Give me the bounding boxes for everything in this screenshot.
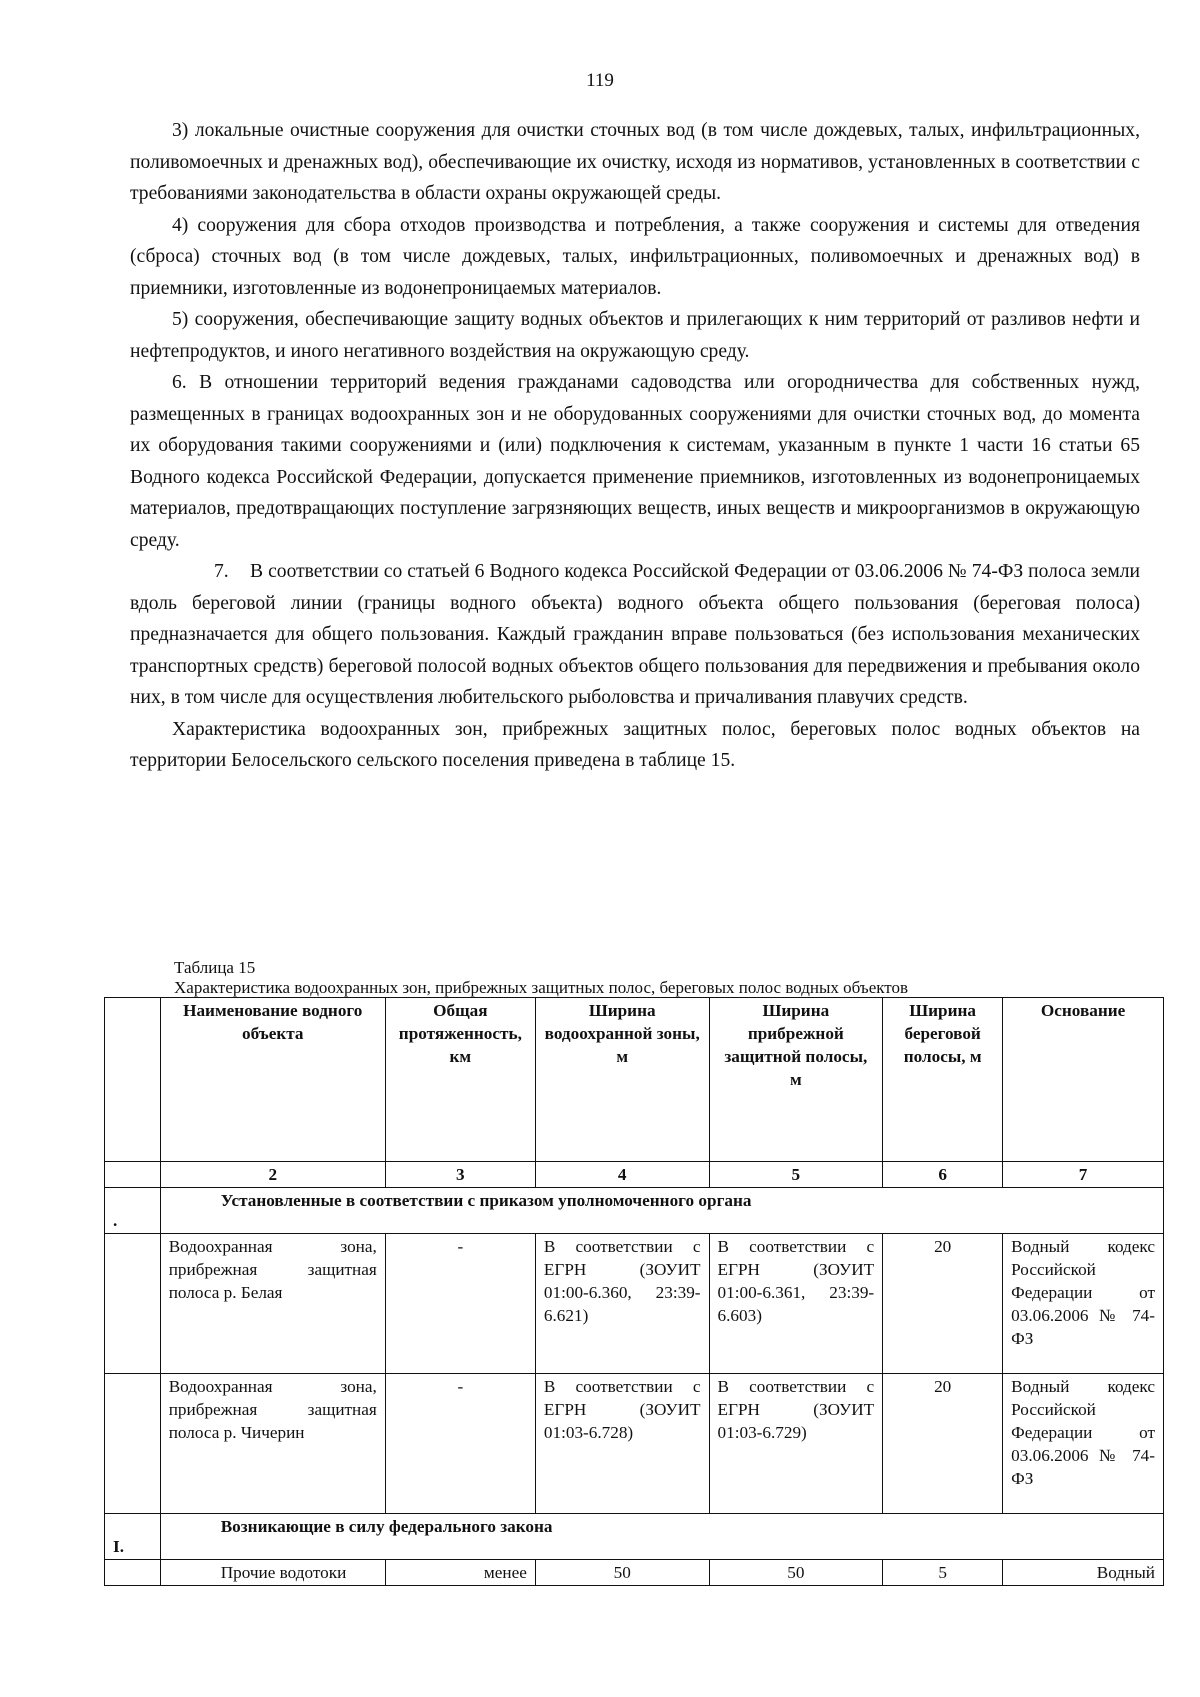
cell-shore: 5 (883, 1560, 1003, 1586)
cell-coastal: В соответствии с ЕГРН (ЗОУИТ 01:03-6.729) (709, 1374, 883, 1514)
column-number: 7 (1003, 1162, 1164, 1188)
cell-basis: Водный (1003, 1560, 1164, 1586)
table-row (105, 1374, 1164, 1514)
header-cell-length: Общая протяженность, км (385, 998, 535, 1162)
paragraph: 5) сооружения, обеспечивающие защиту водных объектов и прилегающих к ним территорий от разливов нефти и нефтепродуктов, и иного негативного воздействия на окружающую среду. (130, 309, 1140, 362)
cell-name: Водоохранная зона, прибрежная защитная полоса р. Чичерин (160, 1374, 385, 1514)
section-mark: I. (105, 1514, 161, 1560)
column-number: 5 (709, 1162, 883, 1188)
column-number: 2 (160, 1162, 385, 1188)
cell-shore: 20 (883, 1374, 1003, 1514)
cell-wpz: В соответствии с ЕГРН (ЗОУИТ 01:00-6.360, 23:39-6.621) (535, 1234, 709, 1374)
cell-basis: Водный кодекс Российской Федерации от 03.06.2006 № 74-ФЗ (1003, 1374, 1164, 1514)
header-cell-coastal: Ширина прибрежной защитной полосы, м (709, 998, 883, 1162)
cell-length: - (385, 1234, 535, 1374)
table-caption: Характеристика водоохранных зон, прибрежных защитных полос, береговых полос водных объектов (174, 978, 909, 997)
paragraph-number: 7. (214, 561, 229, 582)
cell-wpz: В соответствии с ЕГРН (ЗОУИТ 01:03-6.728) (535, 1374, 709, 1514)
row-index (105, 1234, 161, 1374)
section-row (105, 1514, 1164, 1560)
paragraph: 3) локальные очистные сооружения для очистки сточных вод (в том числе дождевых, талых, инфильтрационных, поливомоечных и дренажных вод), обеспечивающие их очистку, исходя из нормативов, установленных в соответствии с требованиями законодательства в области охраны окружающей среды. (130, 120, 1140, 204)
cell-length: менее (385, 1560, 535, 1586)
section-title: Установленные в соответствии с приказом уполномоченного органа (160, 1188, 1163, 1234)
paragraph-text: В соответствии со статьей 6 Водного кодекса Российской Федерации от 03.06.2006 № 74-ФЗ полоса земли вдоль береговой линии (границы водного объекта) водного объекта общего пользования (береговая полоса) предназначается для общего пользования. Каждый гражданин вправе пользоваться (без использования механических транспортных средств) береговой полосой водных объектов общего пользования для передвижения и пребывания около них, в том числе для осуществления любительского рыболовства и причаливания плавучих средств. (130, 561, 1140, 708)
section-row (105, 1188, 1164, 1234)
page-number: 119 (586, 70, 614, 91)
row-index (105, 1560, 161, 1586)
cell-coastal: 50 (709, 1560, 883, 1586)
cell-coastal: В соответствии с ЕГРН (ЗОУИТ 01:00-6.361, 23:39-6.603) (709, 1234, 883, 1374)
paragraph: Характеристика водоохранных зон, прибрежных защитных полос, береговых полос водных объектов на территории Белосельского сельского поселения приведена в таблице 15. (130, 718, 1140, 771)
body-text (130, 115, 1140, 777)
paragraph (130, 556, 1140, 714)
column-number: 6 (883, 1162, 1003, 1188)
section-mark: . (105, 1188, 161, 1234)
header-cell-shore: Ширина береговой полосы, м (883, 998, 1003, 1162)
header-cell-name: Наименование водного объекта (160, 998, 385, 1162)
water-zones-table (104, 997, 1164, 1586)
column-number: 3 (385, 1162, 535, 1188)
section-title: Возникающие в силу федерального закона (160, 1514, 1163, 1560)
header-cell-basis: Основание (1003, 998, 1164, 1162)
header-cell-wpz: Ширина водоохранной зоны, м (535, 998, 709, 1162)
column-number: 4 (535, 1162, 709, 1188)
column-number-row (105, 1162, 1164, 1188)
table-row (105, 1234, 1164, 1374)
cell-length: - (385, 1374, 535, 1514)
cell-shore: 20 (883, 1234, 1003, 1374)
table-row (105, 1560, 1164, 1586)
column-number (105, 1162, 161, 1188)
cell-name: Прочие водотоки (160, 1560, 385, 1586)
paragraph: 6. В отношении территорий ведения гражданами садоводства или огородничества для собственных нужд, размещенных в границах водоохранных зон и не оборудованных сооружениями для очистки сточных вод, до момента их оборудования такими сооружениями и (или) подключения к системам, указанным в пункте 1 части 16 статьи 65 Водного кодекса Российской Федерации, допускается применение приемников, изготовленных из водонепроницаемых материалов, предотвращающих поступление загрязняющих веществ, иных веществ и микроорганизмов в окружающую среду. (130, 372, 1140, 551)
table-label: Таблица 15 (174, 958, 256, 977)
row-index (105, 1374, 161, 1514)
table-header-row (105, 998, 1164, 1162)
header-cell-index (105, 998, 161, 1162)
paragraph: 4) сооружения для сбора отходов производства и потребления, а также сооружения и системы для отведения (сброса) сточных вод (в том числе дождевых, талых, инфильтрационных, поливомоечных и дренажных вод) в приемники, изготовленные из водонепроницаемых материалов. (130, 214, 1140, 299)
cell-wpz: 50 (535, 1560, 709, 1586)
cell-name: Водоохранная зона, прибрежная защитная полоса р. Белая (160, 1234, 385, 1374)
cell-basis: Водный кодекс Российской Федерации от 03.06.2006 № 74-ФЗ (1003, 1234, 1164, 1374)
